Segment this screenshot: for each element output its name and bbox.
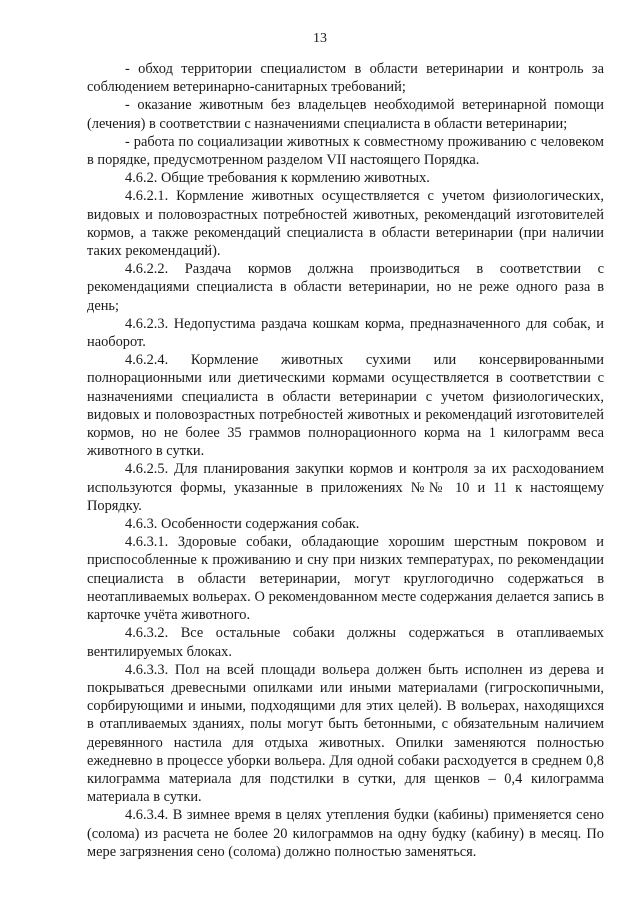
clause-4-6-2-2: 4.6.2.2. Раздача кормов должна производиться в соответствии с рекомендациями специалиста в области ветеринарии, но не реже одного раза в день; [87,261,604,314]
list-item-veterinary-help: - оказание животным без владельцев необходимой ветеринарной помощи (лечения) в соответствии с назначениями специалиста в области ветеринарии; [87,97,604,132]
section-4-6-2-heading: 4.6.2. Общие требования к кормлению животных. [125,170,430,187]
list-item-territory-inspection: - обход территории специалистом в области ветеринарии и контроль за соблюдением ветеринарно-санитарных требований; [87,61,604,96]
clause-4-6-2-3: 4.6.2.3. Недопустима раздача кошкам корма, предназначенного для собак, и наоборот. [87,315,604,351]
body-text [87,60,604,861]
section-4-6-3-heading: 4.6.3. Особенности содержания собак. [125,516,360,533]
clause-4-6-2-4: 4.6.2.4. Кормление животных сухими или консервированными полнорационными или диетическими кормами осуществляется в соответствии с назначениями специалиста в области ветеринарии с учетом физиологических, видовых и половозрастных потребностей животных и рекомендаций изготовителей кормов, но не более 35 граммов полнорационного корма на 1 килограмм веса животного в сутки. [87,352,604,460]
clause-4-6-3-4: 4.6.3.4. В зимнее время в целях утепления будки (кабины) применяется сено (солома) из расчета не более 20 килограммов на одну будку (кабину) в месяц. По мере загрязнения сено (солома) должно полностью заменяться. [87,807,604,860]
list-item-socialization: - работа по социализации животных к совместному проживанию с человеком в порядке, предусмотренном разделом VII настоящего Порядка. [87,133,604,169]
page-number: 13 [313,31,327,46]
clause-4-6-2-5: 4.6.2.5. Для планирования закупки кормов и контроля за их расходованием используются формы, указанные в приложениях №№ 10 и 11 к настоящему Порядку. [87,461,604,514]
clause-4-6-3-1: 4.6.3.1. Здоровые собаки, обладающие хорошим шерстным покровом и приспособленные к проживанию и сну при низких температурах, по рекомендации специалиста в области ветеринарии, могут круглогодично содержаться в неотапливаемых вольерах. О рекомендованном месте содержания делается запись в карточке учёта животного. [87,534,604,624]
clause-4-6-3-3: 4.6.3.3. Пол на всей площади вольера должен быть исполнен из дерева и покрываться древесными опилками или иными материалами (гигроскопичными, сорбирующими и иными, подходящими для этих целей). В вольерах, находящихся в отапливаемых зданиях, полы могут быть бетонными, с обязательным наличием деревянного настила для отдыха животных. Опилки заменяются полностью ежедневно в процессе уборки вольера. Для одной собаки расходуется в среднем 0,8 килограмма материала для подстилки в сутки, для щенков – 0,4 килограмма материала в сутки. [87,661,604,806]
clause-4-6-2-1: 4.6.2.1. Кормление животных осуществляется с учетом физиологических, видовых и половозрастных потребностей животных, рекомендаций изготовителей кормов, а также рекомендаций специалиста в области ветеринарии (при наличии таких рекомендаций). [87,188,604,260]
clause-4-6-3-2: 4.6.3.2. Все остальные собаки должны содержаться в отапливаемых вентилируемых блоках. [87,625,604,660]
